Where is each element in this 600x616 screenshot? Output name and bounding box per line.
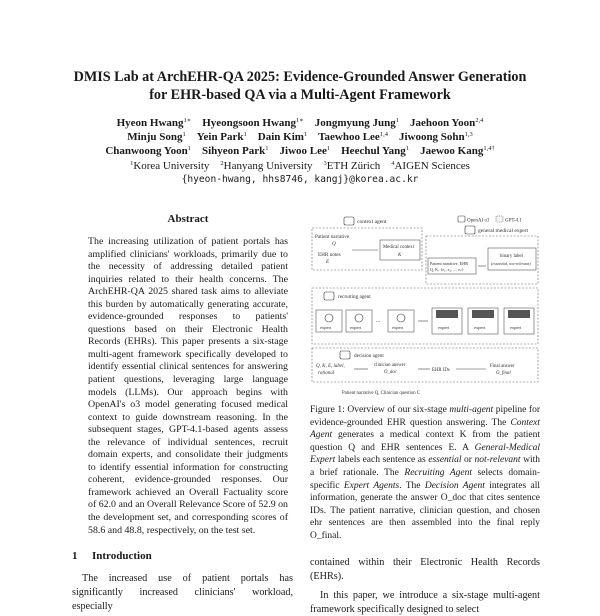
openai-icon (458, 216, 465, 222)
caption-emphasis: Expert Agents (343, 480, 400, 491)
label-ehr-ids: EHR IDs (432, 368, 450, 373)
author-name: Jongmyung Jung$^1$ (314, 117, 399, 129)
label-expert: expert (438, 325, 450, 330)
expert-icon (325, 314, 333, 322)
caption-emphasis: multi-agent (449, 405, 494, 415)
label-expert: expert (474, 325, 486, 330)
label-expert: expert (392, 325, 404, 330)
label-bottom-input: Patient narrative Q, Clinician question C (342, 391, 421, 396)
robot-icon (324, 292, 334, 300)
intro-continuation: contained within their Electronic Health Records (EHRs). (310, 557, 540, 582)
caption-emphasis: Recruiting Agent (404, 467, 473, 478)
author-name: Jiwoong Sohn$^{1,3}$ (398, 131, 473, 144)
label-input-line-1: Patient narrative, EHR (430, 261, 469, 266)
expert-group-left (316, 310, 414, 332)
authors-line-2 (40, 130, 560, 144)
caption-text: pipeline for evidence-grounded EHR question answering. The (310, 405, 541, 428)
caption-text: or (464, 455, 472, 466)
label-expert: expert (320, 325, 332, 330)
introduction-column-2 (310, 556, 540, 616)
title-line-1: DMIS Lab at ArchEHR-QA 2025: Evidence-Grounded Answer Generation (73, 69, 527, 85)
affiliation-marker: 1 (130, 159, 134, 167)
robot-icon (340, 351, 350, 359)
caption-text: labels each sentence as (337, 455, 426, 466)
author-affiliation-marker: 1 (243, 131, 247, 139)
symbol-e: E (326, 259, 330, 265)
author-affiliation-marker: 1 (405, 145, 410, 153)
authors-line-1 (40, 116, 560, 130)
label-ehr-notes: EHR notes (318, 252, 341, 258)
author-name: Hyeon Hwang$^{1∗}$ (116, 117, 192, 129)
author-name: Minju Song$^1$ (127, 131, 186, 144)
label-context-agent: context agent (357, 219, 387, 225)
author-affiliation-marker: 1,4† (483, 145, 495, 153)
pipeline-diagram (310, 212, 540, 400)
legend-gpt: GPT-4.1 (505, 218, 522, 224)
author-affiliation-marker: 1∗ (183, 117, 192, 124)
expert-badge (436, 310, 458, 318)
caption-text: generates a medical context K from the patient question Q and EHR sentences E. A (310, 430, 541, 453)
caption-text: Overview of our six-stage (347, 405, 447, 415)
caption-emphasis: General-Medical Expert (310, 442, 540, 466)
affiliation-marker: 2 (220, 159, 224, 167)
author-name: Yein Park$^1$ (196, 131, 247, 144)
abstract-heading: Abstract (167, 213, 209, 225)
intro-paragraph-1: The increased use of patient portals has significantly increased clinicians' workload, especially (72, 573, 293, 612)
author-name: Jiwoo Lee$^1$ (279, 145, 331, 158)
author-affiliation-marker: 1∗ (296, 117, 304, 124)
affiliations (40, 159, 560, 173)
authors-line-3 (40, 144, 560, 158)
author-affiliation-marker: 1 (303, 131, 308, 139)
label-binary: binary label (500, 254, 523, 259)
expert-icon (397, 314, 405, 322)
binary-label-box (488, 248, 536, 270)
author-block (40, 116, 560, 187)
affiliation: $^4$AIGEN Sciences (391, 159, 470, 172)
figure-1-caption (310, 404, 540, 543)
affiliation: $^1$Korea University (130, 159, 210, 172)
author-affiliation-marker: 1 (395, 117, 399, 124)
caption-figure-number: Figure 1: (310, 405, 345, 415)
label-o-final: O_final (496, 371, 511, 376)
label-decision-input-1: Q, K, E, label, (316, 364, 345, 369)
label-decision-agent: decision agent (354, 353, 384, 359)
label-patient-narrative: Patient narrative (315, 234, 350, 240)
gpt-icon (496, 216, 503, 222)
symbol-k: K (398, 253, 402, 258)
affiliation-marker: 3 (323, 159, 327, 167)
symbol-q: Q (332, 241, 336, 247)
caption-text: integrates all information, generate the answer O_doc that cites sentence IDs. The patient narrative, clinician question, and chosen ehr sentences are then assembled into the final reply O_final. (310, 480, 541, 541)
label-medical-context: Medical context (383, 245, 415, 250)
author-name: Taewhoo Lee$^{1,4}$ (318, 131, 388, 144)
affiliation: $^3$ETH Zürich (323, 159, 381, 172)
author-name: Sihyeon Park$^1$ (202, 145, 269, 158)
caption-text: selects domain-specific (310, 467, 541, 491)
label-input-line-2: Q, K, {e₁, e₂, ..., eₙ} (430, 267, 464, 272)
robot-icon (344, 217, 354, 225)
caption-text: . The (399, 480, 421, 491)
label-o-doc: O_doc (384, 370, 397, 375)
expert-badge (508, 310, 530, 318)
legend-openai: OpenAI o3 (467, 218, 490, 224)
label-expert: expert (350, 325, 362, 330)
affiliation-marker: 4 (391, 159, 395, 167)
author-affiliation-marker: 1,3 (464, 131, 473, 139)
title-line-2: for EHR-based QA via a Multi-Agent Framework (149, 87, 451, 103)
author-name: Jaewoo Kang$^{1,4\dagger}$ (420, 145, 495, 158)
label-expert: expert (510, 325, 522, 330)
caption-emphasis: Decision Agent (424, 480, 485, 491)
label-recruiting-agent: recruiting agent (338, 294, 371, 300)
author-affiliation-marker: 1 (326, 145, 331, 153)
paper-title (40, 68, 560, 104)
introduction-column-1 (72, 572, 293, 614)
author-affiliation-marker: 1,4 (379, 131, 388, 139)
author-email[interactable]: {hyeon-hwang, hhs8746, kangj}@korea.ac.kr (181, 173, 419, 185)
label-final-answer: Final answer (490, 364, 515, 369)
intro-paragraph-2: In this paper, we introduce a six-stage multi-agent framework specifically designed to select (310, 590, 540, 615)
caption-text: with a brief rationale. The (310, 455, 541, 478)
author-name: Hyeongsoon Hwang$^{1∗}$ (202, 117, 304, 129)
figure-1 (310, 212, 540, 400)
author-name: Chanwoong Yoon$^1$ (105, 145, 191, 158)
expert-group-right (432, 308, 534, 334)
author-affiliation-marker: 1 (265, 145, 269, 153)
affiliation: $^2$Hanyang University (220, 159, 313, 172)
figure-legend (458, 216, 522, 224)
expert-badge (472, 310, 494, 318)
label-ellipsis: ... (376, 318, 381, 324)
expert-icon (355, 314, 363, 322)
section-heading-introduction (72, 550, 152, 562)
caption-emphasis: not-relevant (474, 455, 521, 466)
author-name: Heechul Yang$^1$ (341, 145, 410, 158)
section-title: Introduction (92, 550, 152, 562)
abstract-text: The increasing utilization of patient portals has amplified clinicians' workloads, primarily due to the necessity of addressing detailed patient inquiries related to their health concerns. The ArchEHR-QA 2025 shared task aims to alleviate this burden by automatically generating accurate, evidence-grounded responses to patients' questions based on their Electronic Health Records (EHRs). This paper presents a six-stage multi-agent framework specifically developed to identify essential clinical sentences for answering patient questions, leveraging large language models (LLMs). Our approach begins with OpenAI's o3 model generating focused medical context to guide downstream reasoning. In the subsequent stages, GPT-4.1-based agents assess the relevance of individual sentences, recruit domain experts, and consolidate their judgments to identify essential information for constructing coherent, evidence-grounded responses. Our framework achieved an Overall Factuality score of 62.0 and an Overall Relevance Score of 52.9 on the development set, and corresponding scores of 58.6 and 48.8, respectively, on the test set. (88, 236, 288, 536)
author-affiliation-marker: 1 (182, 131, 186, 139)
label-binary-sub: (essential, not-relevant) (491, 261, 531, 266)
author-name: Dain Kim$^1$ (257, 131, 308, 144)
author-affiliation-marker: 1 (187, 145, 191, 153)
caption-emphasis: Context Agent (310, 417, 541, 441)
author-affiliation-marker: 2,4 (475, 117, 484, 124)
robot-icon (465, 226, 475, 234)
label-general-expert: general medical expert (478, 228, 529, 234)
label-clinician-answer: clinician answer (374, 363, 406, 368)
section-number: 1 (72, 550, 78, 562)
author-name: Jaehoon Yoon$^{2,4}$ (409, 117, 484, 129)
caption-emphasis: essential (428, 455, 462, 466)
label-decision-input-2: rational (318, 371, 335, 376)
